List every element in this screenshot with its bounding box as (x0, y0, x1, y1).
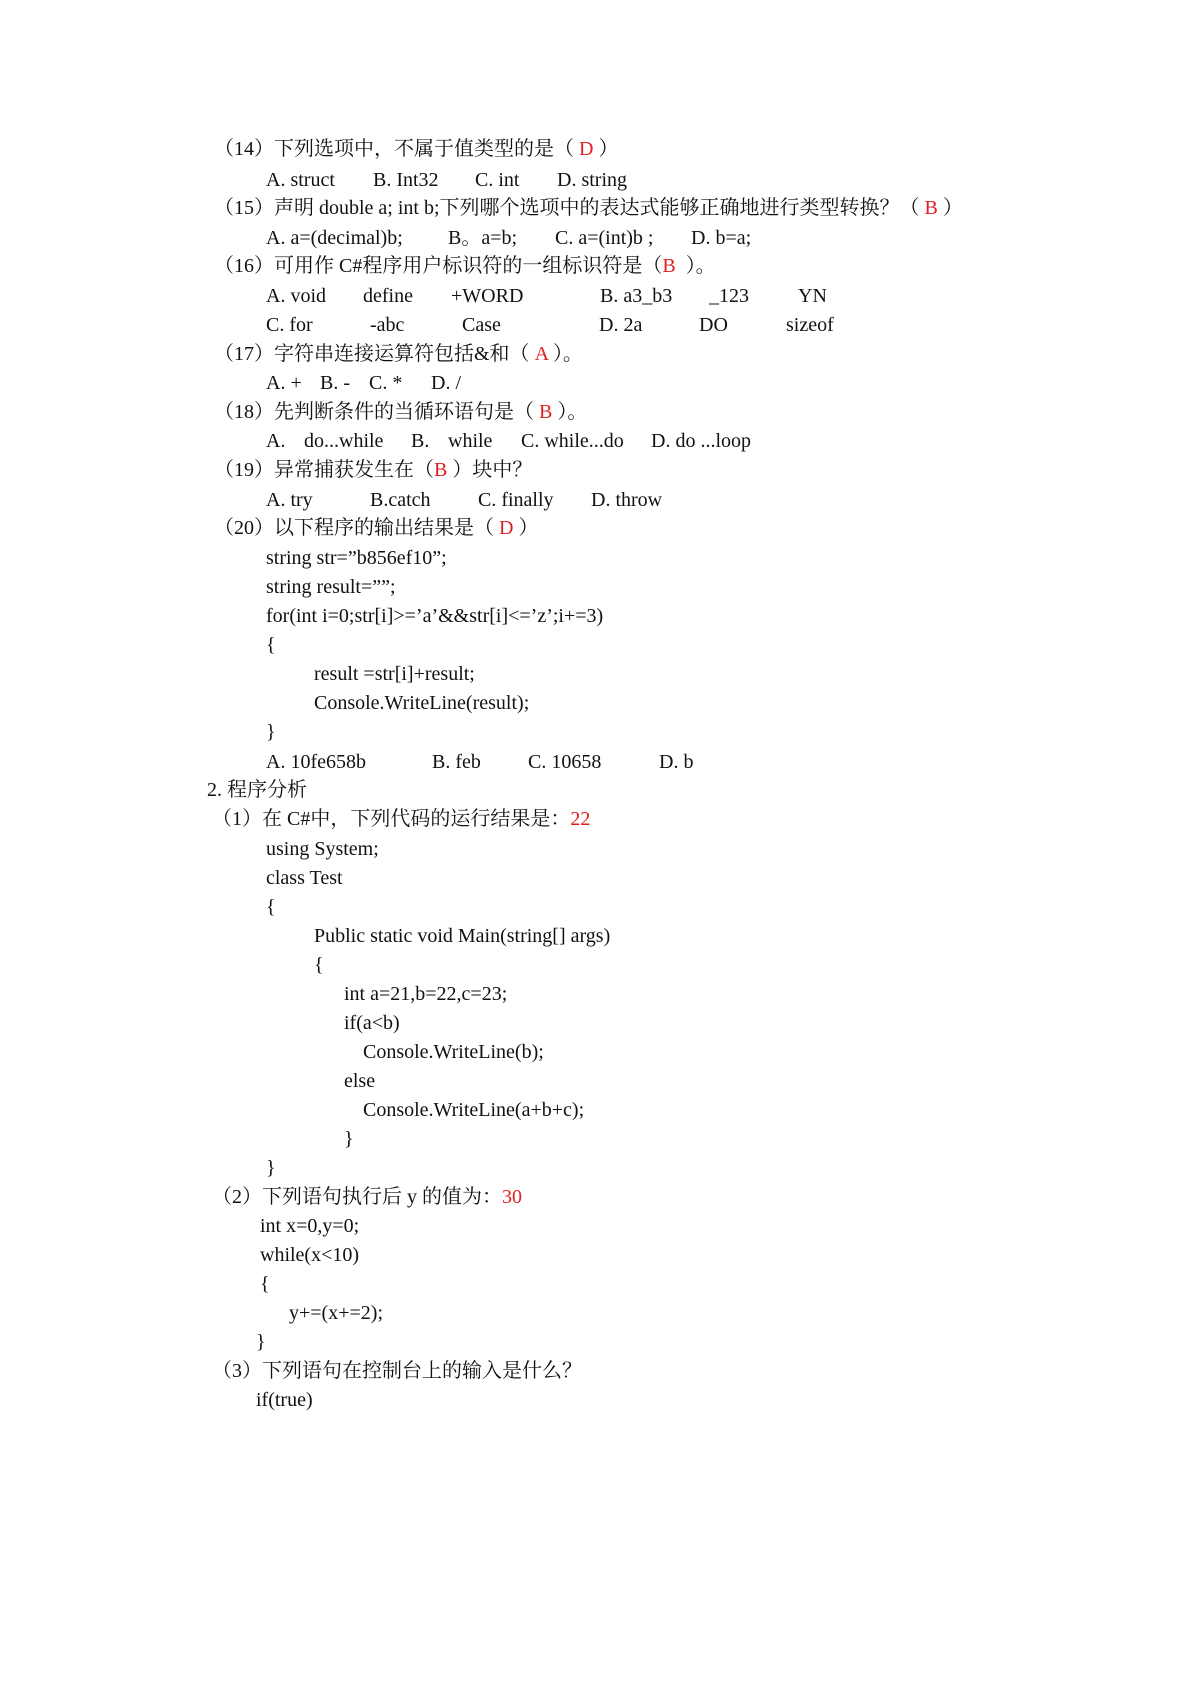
q17-option-d: D. / (431, 372, 461, 394)
q15-number: （15） (214, 197, 274, 219)
q20-code-line: string result=””; (266, 576, 396, 598)
q18-number: （18） (214, 401, 274, 423)
p2-code-line: while(x<10) (260, 1244, 360, 1266)
q16-line (214, 253, 716, 279)
p2-text: 下列语句执行后 y 的值为： (262, 1186, 502, 1208)
q18-option-b-text: while (448, 430, 493, 452)
q18-option-b-label: B. (411, 430, 430, 452)
p3-number: （3） (212, 1360, 262, 1382)
q15-text: 声明 double a; int b;下列哪个选项中的表达式能够正确地进行类型转换？（ (274, 197, 925, 219)
q14-option-c: C. int (475, 169, 520, 191)
p2-code-line: { (260, 1273, 270, 1295)
q18-option-d: D. do ...loop (651, 430, 751, 452)
q19-text: 异常捕获发生在（ (274, 459, 434, 481)
q20-option-a: A. 10fe658b (266, 751, 366, 773)
q16-close: ）。 (675, 255, 716, 277)
q20-answer: D (499, 517, 514, 539)
q17-number: （17） (214, 343, 274, 365)
q14-option-b: B. Int32 (373, 169, 439, 191)
q20-close: ） (513, 517, 539, 539)
q17-option-c: C. * (369, 372, 403, 394)
q16-number: （16） (214, 255, 274, 277)
p1-code-line: { (266, 896, 276, 918)
q15-option-b: B。a=b; (448, 227, 518, 249)
q20-code-line: string str=”b856ef10”; (266, 547, 447, 569)
q19-answer: B (434, 459, 448, 481)
p1-line (212, 806, 590, 832)
p1-text: 在 C#中，下列代码的运行结果是： (262, 808, 571, 830)
p2-code-line: y+=(x+=2); (289, 1302, 383, 1324)
q20-text: 以下程序的输出结果是（ (274, 517, 499, 539)
p1-code-line: Public static void Main(string[] args) (314, 925, 611, 947)
q20-code-line: { (266, 634, 276, 656)
q16-option-a-2: define (363, 285, 413, 307)
q16-option-c-1: C. for (266, 314, 313, 336)
p2-line (212, 1184, 522, 1210)
q19-option-b: B.catch (370, 489, 431, 511)
p1-code-line: int a=21,b=22,c=23; (344, 983, 508, 1005)
q19-number: （19） (214, 459, 274, 481)
q17-answer: A (534, 343, 548, 365)
p3-text: 下列语句在控制台上的输入是什么？ (262, 1360, 582, 1382)
q20-line (214, 515, 538, 541)
q16-option-c-3: Case (462, 314, 501, 336)
q19-option-c: C. finally (478, 489, 554, 511)
p1-code-line: else (344, 1070, 376, 1092)
q18-answer: B (539, 401, 553, 423)
p1-answer: 22 (570, 808, 591, 830)
p1-number: （1） (212, 808, 262, 830)
q18-text: 先判断条件的当循环语句是（ (274, 401, 539, 423)
q17-line (214, 341, 583, 367)
q18-option-c: C. while...do (521, 430, 624, 452)
q16-option-c-2: -abc (370, 314, 405, 336)
q19-close: ）块中？ (447, 459, 533, 481)
q14-number: （14） (214, 138, 274, 160)
q16-option-d-2: DO (699, 314, 728, 336)
p2-number: （2） (212, 1186, 262, 1208)
p1-code-line: Console.WriteLine(b); (363, 1041, 544, 1063)
q16-option-a-1: A. void (266, 285, 326, 307)
q17-option-b: B. - (320, 372, 350, 394)
q17-text: 字符串连接运算符包括&和（ (274, 343, 535, 365)
q19-option-d: D. throw (591, 489, 663, 511)
q14-option-d: D. string (557, 169, 627, 191)
p2-code-line: } (256, 1331, 266, 1353)
q14-text: 下列选项中，不属于值类型的是（ (274, 138, 579, 160)
q14-close: ） (593, 138, 619, 160)
p1-code-line: Console.WriteLine(a+b+c); (363, 1099, 585, 1121)
q19-option-a: A. try (266, 489, 313, 511)
q16-text: 可用作 C#程序用户标识符的一组标识符是（ (274, 255, 663, 277)
q20-option-d: D. b (659, 751, 694, 773)
q16-option-b-3: YN (798, 285, 827, 307)
q17-option-a: A. + (266, 372, 302, 394)
q16-option-d-3: sizeof (786, 314, 834, 336)
q14-option-a: A. struct (266, 169, 335, 191)
q14-answer: D (579, 138, 594, 160)
section-title: 2. 程序分析 (207, 779, 307, 801)
q20-code-line: } (266, 721, 276, 743)
q18-option-a-label: A. (266, 430, 286, 452)
p1-code-line: } (266, 1157, 276, 1179)
p1-code-line: { (314, 954, 324, 976)
q15-option-a: A. a=(decimal)b; (266, 227, 403, 249)
p2-code-line: int x=0,y=0; (260, 1215, 360, 1237)
q16-option-a-3: +WORD (451, 285, 524, 307)
p2-answer: 30 (502, 1186, 522, 1208)
q16-option-b-2: _123 (709, 285, 749, 307)
q15-option-d: D. b=a; (691, 227, 752, 249)
q16-option-b-1: B. a3_b3 (600, 285, 673, 307)
q14-line (214, 136, 618, 162)
q20-code-line: for(int i=0;str[i]>=’a’&&str[i]<=’z’;i+=3) (266, 605, 604, 627)
q20-option-b: B. feb (432, 751, 481, 773)
q18-line (214, 399, 587, 425)
p1-code-line: class Test (266, 867, 343, 889)
p1-code-line: using System; (266, 838, 379, 860)
q19-line (214, 457, 532, 483)
p1-code-line: if(a<b) (344, 1012, 400, 1034)
q20-option-c: C. 10658 (528, 751, 602, 773)
q16-answer: B (662, 255, 676, 277)
q20-number: （20） (214, 517, 274, 539)
q20-code-line: Console.WriteLine(result); (314, 692, 530, 714)
q17-close: ）。 (547, 343, 583, 365)
q15-line (214, 195, 963, 221)
q18-close: ）。 (552, 401, 588, 423)
p1-code-line: } (344, 1128, 354, 1150)
q15-close: ） (937, 197, 963, 219)
q18-option-a-text: do...while (304, 430, 384, 452)
p3-code-line: if(true) (256, 1389, 313, 1411)
p3-line (212, 1358, 582, 1384)
q15-option-c: C. a=(int)b ; (555, 227, 654, 249)
q16-option-d-1: D. 2a (599, 314, 643, 336)
q15-answer: B (924, 197, 938, 219)
q20-code-line: result =str[i]+result; (314, 663, 475, 685)
